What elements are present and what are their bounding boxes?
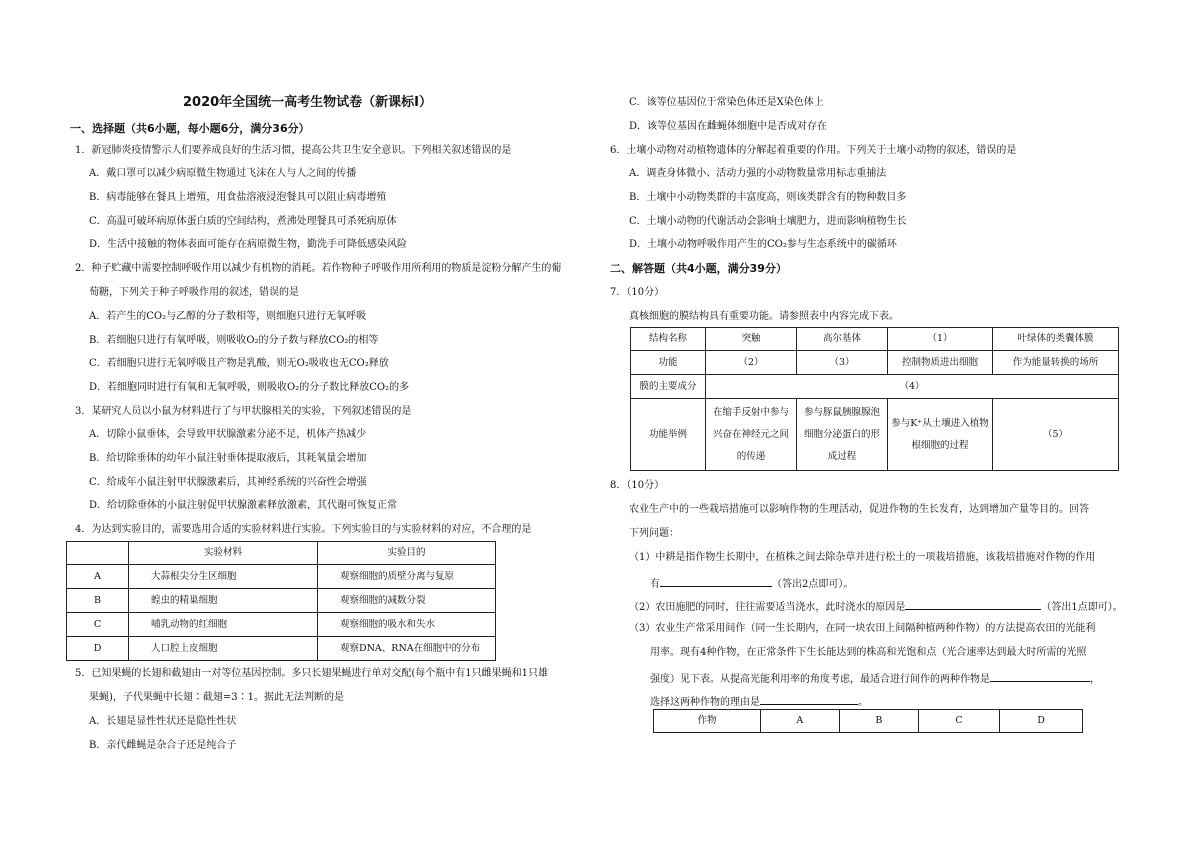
- q8-sub3-line4: [650, 693, 868, 710]
- q3-stem: 3．某研究人员以小鼠为材料进行了与甲状腺相关的实验，下列叙述错误的是: [75, 406, 412, 417]
- q5-stem-line2: 果蝇)，子代果蝇中长翅∶截翅=3∶1。据此无法判断的是: [89, 692, 345, 703]
- q4-stem: 4．为达到实验目的，需要选用合适的实验材料进行实验。下列实验目的与实验材料的对应，不合理的是: [75, 524, 532, 535]
- table-header-cell: D: [1000, 710, 1083, 733]
- answer-blank-1[interactable]: [660, 575, 772, 587]
- table-cell: 功能举例: [631, 399, 706, 471]
- table-row: [631, 375, 1119, 399]
- q6-option-d: D．土壤小动物呼吸作用产生的CO₂参与生态系统中的碳循环: [629, 239, 897, 250]
- q4-table: [66, 541, 496, 661]
- q8-sub2-suffix: （答出1点即可）。: [1041, 602, 1123, 613]
- table-row: [631, 328, 1119, 351]
- q8-crop-table: [653, 709, 1083, 733]
- page-title: 2020年全国统一高考生物试卷（新课标Ⅰ）: [183, 95, 433, 110]
- q1-option-c: C．高温可破坏病原体蛋白质的空间结构，煮沸处理餐具可杀死病原体: [89, 216, 397, 227]
- q5-option-b: B．亲代雌蝇是杂合子还是纯合子: [89, 740, 237, 751]
- answer-blank-2[interactable]: [905, 598, 1041, 610]
- q8-sub1-line1: （1）中耕是指作物生长期中，在植株之间去除杂草并进行松土的一项栽培措施，该栽培措施对作物的作用: [629, 552, 1096, 563]
- section-choice-heading: 一、选择题（共6小题，每小题6分，满分36分）: [70, 122, 310, 135]
- q8-sub2-prefix: （2）农田施肥的同时，往往需要适当浇水，此时浇水的原因是: [629, 602, 906, 613]
- q2-option-a: A．若产生的CO₂与乙醇的分子数相等，则细胞只进行无氧呼吸: [89, 311, 367, 322]
- q3-option-c: C．给成年小鼠注射甲状腺激素后，其神经系统的兴奋性会增强: [89, 477, 367, 488]
- q6-option-b: B．土壤中小动物类群的丰富度高，则该类群含有的物种数目多: [629, 192, 907, 203]
- table-header-row: [654, 710, 1083, 733]
- table-cell: （4）: [706, 375, 1119, 399]
- table-cell: 观察细胞的质壁分离与复原: [318, 565, 496, 589]
- table-cell: 观察细胞的吸水和失水: [318, 613, 496, 637]
- table-row: [631, 351, 1119, 375]
- table-cell: 结构名称: [631, 328, 706, 351]
- table-header-cell: B: [839, 710, 918, 733]
- answer-blank-3[interactable]: [990, 670, 1090, 682]
- table-cell: （2）: [706, 351, 797, 375]
- q8-sub3-line3: [650, 670, 1100, 687]
- table-header-cell: C: [919, 710, 1000, 733]
- section-answer-heading: 二、解答题（共4小题，满分39分）: [610, 262, 787, 275]
- q5-option-c: C．该等位基因位于常染色体还是X染色体上: [629, 97, 824, 108]
- q1-stem: 1．新冠肺炎疫情警示人们要养成良好的生活习惯，提高公共卫生安全意识。下列相关叙述错误的是: [75, 145, 512, 156]
- table-cell: 突触: [706, 328, 797, 351]
- q2-option-b: B．若细胞只进行有氧呼吸，则吸收O₂的分子数与释放CO₂的相等: [89, 335, 379, 346]
- table-cell: 哺乳动物的红细胞: [129, 613, 318, 637]
- q1-option-b: B．病毒能够在餐具上增殖，用食盐溶液浸泡餐具可以阻止病毒增殖: [89, 192, 387, 203]
- q3-option-d: D．给切除垂体的小鼠注射促甲状腺激素释放激素，其代谢可恢复正常: [89, 500, 398, 511]
- table-header-cell: 实验材料: [129, 542, 318, 565]
- table-cell: 蝗虫的精巢细胞: [129, 589, 318, 613]
- table-cell: （3）: [797, 351, 888, 375]
- table-cell: D: [67, 637, 129, 661]
- table-row: [67, 613, 496, 637]
- q2-stem-line1: 2．种子贮藏中需要控制呼吸作用以减少有机物的消耗。若作物种子呼吸作用所利用的物质是淀粉分解产生的葡: [75, 263, 562, 274]
- q1-option-d: D．生活中接触的物体表面可能存在病原微生物，勤洗手可降低感染风险: [89, 239, 408, 250]
- q8-sub3-line1: （3）农业生产常采用间作（同一生长期内，在同一块农田上间隔种植两种作物）的方法提高农田的光能利: [629, 623, 1096, 634]
- q8-sub3-reason-suffix: 。: [858, 697, 868, 708]
- table-cell: 膜的主要成分: [631, 375, 706, 399]
- q8-sub1-prefix: 有: [650, 579, 660, 590]
- table-cell: 观察DNA、RNA在细胞中的分布: [318, 637, 496, 661]
- q3-option-b: B．给切除垂体的幼年小鼠注射垂体提取液后，其耗氧量会增加: [89, 453, 367, 464]
- table-cell: 参与豚鼠胰腺腺泡细胞分泌蛋白的形成过程: [797, 399, 888, 471]
- q8-sub3-suffix: ，: [1090, 674, 1100, 685]
- q8-sub1-suffix: （答出2点即可）。: [772, 579, 854, 590]
- q8-intro-line1: 农业生产中的一些栽培措施可以影响作物的生理活动，促进作物的生长发育，达到增加产量等目的。回答: [629, 504, 1089, 515]
- q3-option-a: A．切除小鼠垂体，会导致甲状腺激素分泌不足，机体产热减少: [89, 429, 367, 440]
- table-row: [67, 589, 496, 613]
- q8-sub3-prefix: 强度）见下表。从提高光能利用率的角度考虑，最适合进行间作的两种作物是: [650, 674, 990, 685]
- table-header-row: [67, 542, 496, 565]
- q8-intro-line2: 下列问题：: [629, 528, 679, 539]
- q5-option-d: D．该等位基因在雌蝇体细胞中是否成对存在: [629, 121, 828, 132]
- table-cell: （1）: [888, 328, 993, 351]
- table-cell: 控制物质进出细胞: [888, 351, 993, 375]
- q7-stem: 真核细胞的膜结构具有重要功能。请参照表中内容完成下表。: [629, 311, 899, 322]
- q2-stem-line2: 萄糖，下列关于种子呼吸作用的叙述，错误的是: [89, 287, 299, 298]
- q8-sub3-reason-prefix: 选择这两种作物的理由是: [650, 697, 760, 708]
- q6-option-a: A．调查身体微小、活动力强的小动物数量常用标志重捕法: [629, 168, 887, 179]
- table-cell: 人口腔上皮细胞: [129, 637, 318, 661]
- q7-table: [630, 327, 1119, 471]
- q6-stem: 6．土壤小动物对动植物遗体的分解起着重要的作用。下列关于土壤小动物的叙述，错误的是: [610, 145, 1017, 156]
- table-header-cell: A: [761, 710, 840, 733]
- table-cell: 叶绿体的类囊体膜: [993, 328, 1119, 351]
- table-header-cell: 实验目的: [318, 542, 496, 565]
- q7-heading: 7．（10分）: [610, 287, 665, 298]
- table-cell: （5）: [993, 399, 1119, 471]
- table-cell: 观察细胞的减数分裂: [318, 589, 496, 613]
- table-cell: B: [67, 589, 129, 613]
- q5-stem-line1: 5．已知果蝇的长翅和截翅由一对等位基因控制。多只长翅果蝇进行单对交配(每个瓶中有1只雌果蝇和1只雄: [75, 668, 548, 679]
- table-cell: 作为能量转换的场所: [993, 351, 1119, 375]
- table-cell: 大蒜根尖分生区细胞: [129, 565, 318, 589]
- table-cell: A: [67, 565, 129, 589]
- q5-option-a: A．长翅是显性性状还是隐性性状: [89, 716, 237, 727]
- q6-option-c: C．土壤小动物的代谢活动会影响土壤肥力，进而影响植物生长: [629, 216, 907, 227]
- table-row: [67, 565, 496, 589]
- q2-option-d: D．若细胞同时进行有氧和无氧呼吸，则吸收O₂的分子数比释放CO₂的多: [89, 382, 410, 393]
- q1-option-a: A．戴口罩可以减少病原微生物通过飞沫在人与人之间的传播: [89, 168, 357, 179]
- table-row: [67, 637, 496, 661]
- q8-sub3-line2: 用率。现有4种作物，在正常条件下生长能达到的株高和光饱和点（光合速率达到最大时所需的光照: [650, 647, 1087, 658]
- table-cell: 高尔基体: [797, 328, 888, 351]
- q8-sub2: [629, 598, 1123, 615]
- table-cell: C: [67, 613, 129, 637]
- q2-option-c: C．若细胞只进行无氧呼吸且产物是乳酸，则无O₂吸收也无CO₂释放: [89, 358, 389, 369]
- table-cell: 在缩手反射中参与兴奋在神经元之间的传递: [706, 399, 797, 471]
- answer-blank-4[interactable]: [760, 693, 858, 705]
- table-header-cell: 作物: [654, 710, 761, 733]
- q8-heading: 8．（10分）: [610, 480, 665, 491]
- table-header-cell: [67, 542, 129, 565]
- table-row: [631, 399, 1119, 471]
- q8-sub1-line2: [650, 575, 853, 592]
- table-cell: 参与K⁺从土壤进入植物根细胞的过程: [888, 399, 993, 471]
- table-cell: 功能: [631, 351, 706, 375]
